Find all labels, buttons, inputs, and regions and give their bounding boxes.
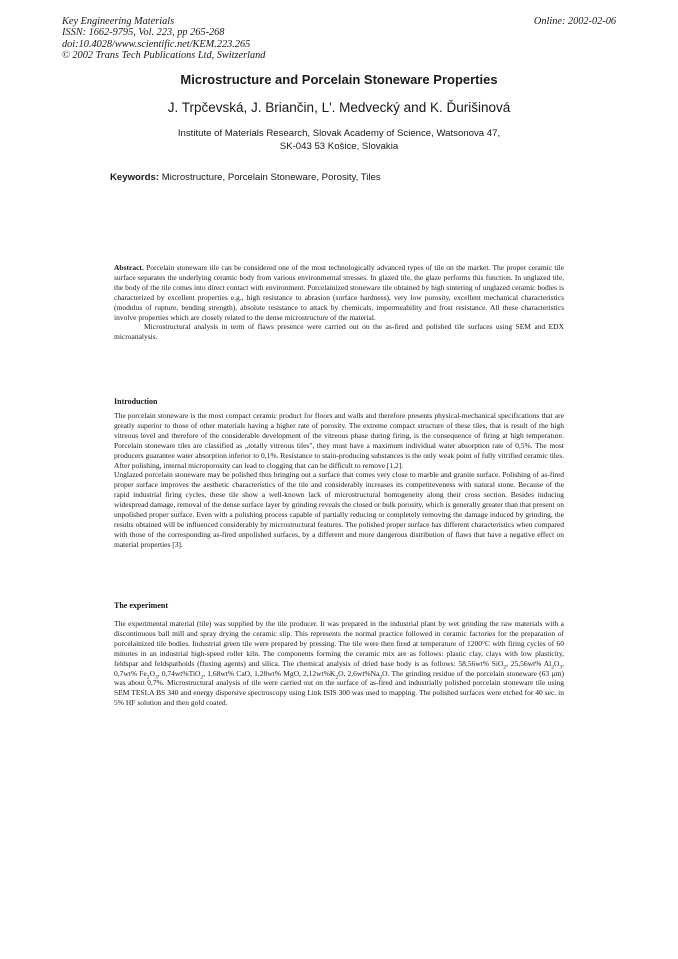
experiment-paragraph-1 [114,619,564,708]
subscript: 2 [379,674,383,681]
oxide-sio2: SiO [491,658,504,668]
doi-line: doi:10.4028/www.scientific.net/KEM.223.265 [62,38,251,50]
subscript: 3 [559,664,563,671]
subscript: 3 [154,674,158,681]
affiliation [0,127,678,153]
paper-title: Microstructure and Porcelain Stoneware Properties [180,72,498,87]
journal-meta [62,16,265,61]
subscript: 2 [551,664,554,671]
introduction-paragraph-2: Unglazed porcelain stoneware may be polished thus bringing out a surface that comes very close to marble and granite surface. Polishing of as-fired proper surface improves the aesthetic characteristics of the tile and considerably increases its competiteveness with natural stone. Because of the rapid industrial firing cycles, these tile show a well-known lack of microstructural homogeneity along their cross section. Besides inducing widespread damage, removal of the dense surface layer by grinding reveals the closed or bulk porosity, which is generally greater than that present on unpolished proper surface. Even with a polishing process capable of partially reducing or completely removing the damage induced by grinding, the results obtained will be influenced considerably by microstructural features. The polished proper surface has different characteristics when compared with those of the corresponding as-fired unpolished surfaces, by a different and more dangerous distribution of flaws that have a negative effect on material properties [3]. [114,470,564,549]
introduction-heading: Introduction [114,397,158,406]
subscript: 2 [200,674,204,681]
subscript: 2 [335,674,339,681]
introduction-paragraph-1: The porcelain stoneware is the most compact ceramic product for floors and walls and therefore presents physical-mechanical specifications that are greatly superior to those of other materials having a higher rate of porosity. The extreme compact structure of these tiles, that is result of the high vitreous level and therefore of the considerable development of the vitreous phase during firing, is the consequence of firing at high temperature. Porcelain stoneware tiles are classified as „totally vitreous tiles", they must have a maximum individual water absorption rate of 0,5%. The most producers guarantee water absorption inferior to 0,1%. Resistance to stain-producing substances is the only weak point of fully vitrified ceramic tiles. After polishing, internal microporosity can lead to clogging that can be difficult to remove [1,2]. [114,411,564,470]
issn-line: ISSN: 1662-9795, Vol. 223, pp 265-268 [62,27,225,39]
oxide-tail: O. The [382,668,404,678]
affiliation-line-1: Institute of Materials Research, Slovak Academy of Science, Watsonova 47, [177,128,501,139]
subscript: 2 [503,664,507,671]
oxide-fe2o3-o: O [149,668,155,678]
journal-name: Key Engineering Materials [62,16,175,27]
keywords-label: Keywords: [110,172,160,183]
abstract-text-1: Porcelain stoneware tile can be considered one of the most technologically advanced types of tile on the market. The proper ceramic tile surface separates the underlying ceramic body from various environmental stresses. In glazed tile, the glaze performs this function. In unglazed tile, the body of the tile comes into direct contact with environment. Porcelainized stoneware tile obtained by high sintering of unglazed ceramic bodies is characterized by excellent properties e.g., high resistance to abrasion (surface hardness), very low porosity, excellent mechanical characteristics (modulus of rupture, bending strength), absolute resistance to attack by chemicals, impermeability and frost resistance. All these characteristics involve properties which are closely related to the dense microstructure of the material. [114,263,564,322]
paper-authors: J. Trpčevská, J. Briančin, L'. Medvecký and K. Ďurišinová [167,100,511,115]
experiment-text-b: grinding residue of the porcelain stoneware (63 µm) was about 0,7%. Microstructural analysis of tile were carried out on the surface of as-fired and industrially polished porcelain stoneware tile using SEM TESLA BS 340 and energy dispersive spectroscopy using Link ISIS 300 was used to mapping. The polished surfaces were etched for 40 sec. in 5% HF solution and then gold coated. [114,668,565,708]
abstract-paragraph-1 [114,263,564,322]
abstract-paragraph-2: Microstructural analysis in term of flaws presence were carried out on the as-fired and polished tile surfaces using SEM and EDX microanalysis. [114,322,564,342]
oxide-al2o3: , 25,56wt% Al [506,658,552,668]
affiliation-line-2: SK-043 53 Košice, Slovakia [279,141,399,152]
experiment-text-a: The experimental material (tile) was supplied by the tile producer. It was prepared in the industrial plant by wet grinding the raw materials with a discontinuous ball mill and spray drying the ceramic slip. This represents the normal practice followed in ceramic factories for the preparation of porcelainized tile bodies. Industrial green tile were prepared by pressing. The tile were then fired at temperature of 1200°C with firing cycles of 60 minutes in an industrial high-speed roller kiln. The components forming the ceramic mix are as follows: plastic clay, clays with low plasticity, feldspar and feldspathoids (fluxing agents) and silica. The chemical analysis of dried base body is as follows: 58,56wt% [114,619,564,668]
abstract-label: Abstract. [114,263,144,272]
oxide-fe2o3: , 0,7wt% Fe [114,658,564,678]
oxide-tio2: , 0,74wt%TiO [157,668,201,678]
introduction-body [114,411,564,550]
copyright-line: © 2002 Trans Tech Publications Ltd, Switzerland [62,49,266,61]
subscript: 2 [146,674,150,681]
experiment-body [114,619,564,708]
experiment-heading: The experiment [114,601,168,610]
oxide-k2o: , 1,68wt% CaO, 1,28wt% MgO, 2,12wt%K [203,668,336,678]
oxide-na2o: O, 2,6wt%Na [338,668,380,678]
abstract [114,263,564,342]
oxide-al2o3-o: O [553,658,560,668]
online-date: Online: 2002-02-06 [533,16,616,27]
keywords-text: Microstructure, Porcelain Stoneware, Porosity, Tiles [161,172,381,183]
keywords [110,172,381,183]
